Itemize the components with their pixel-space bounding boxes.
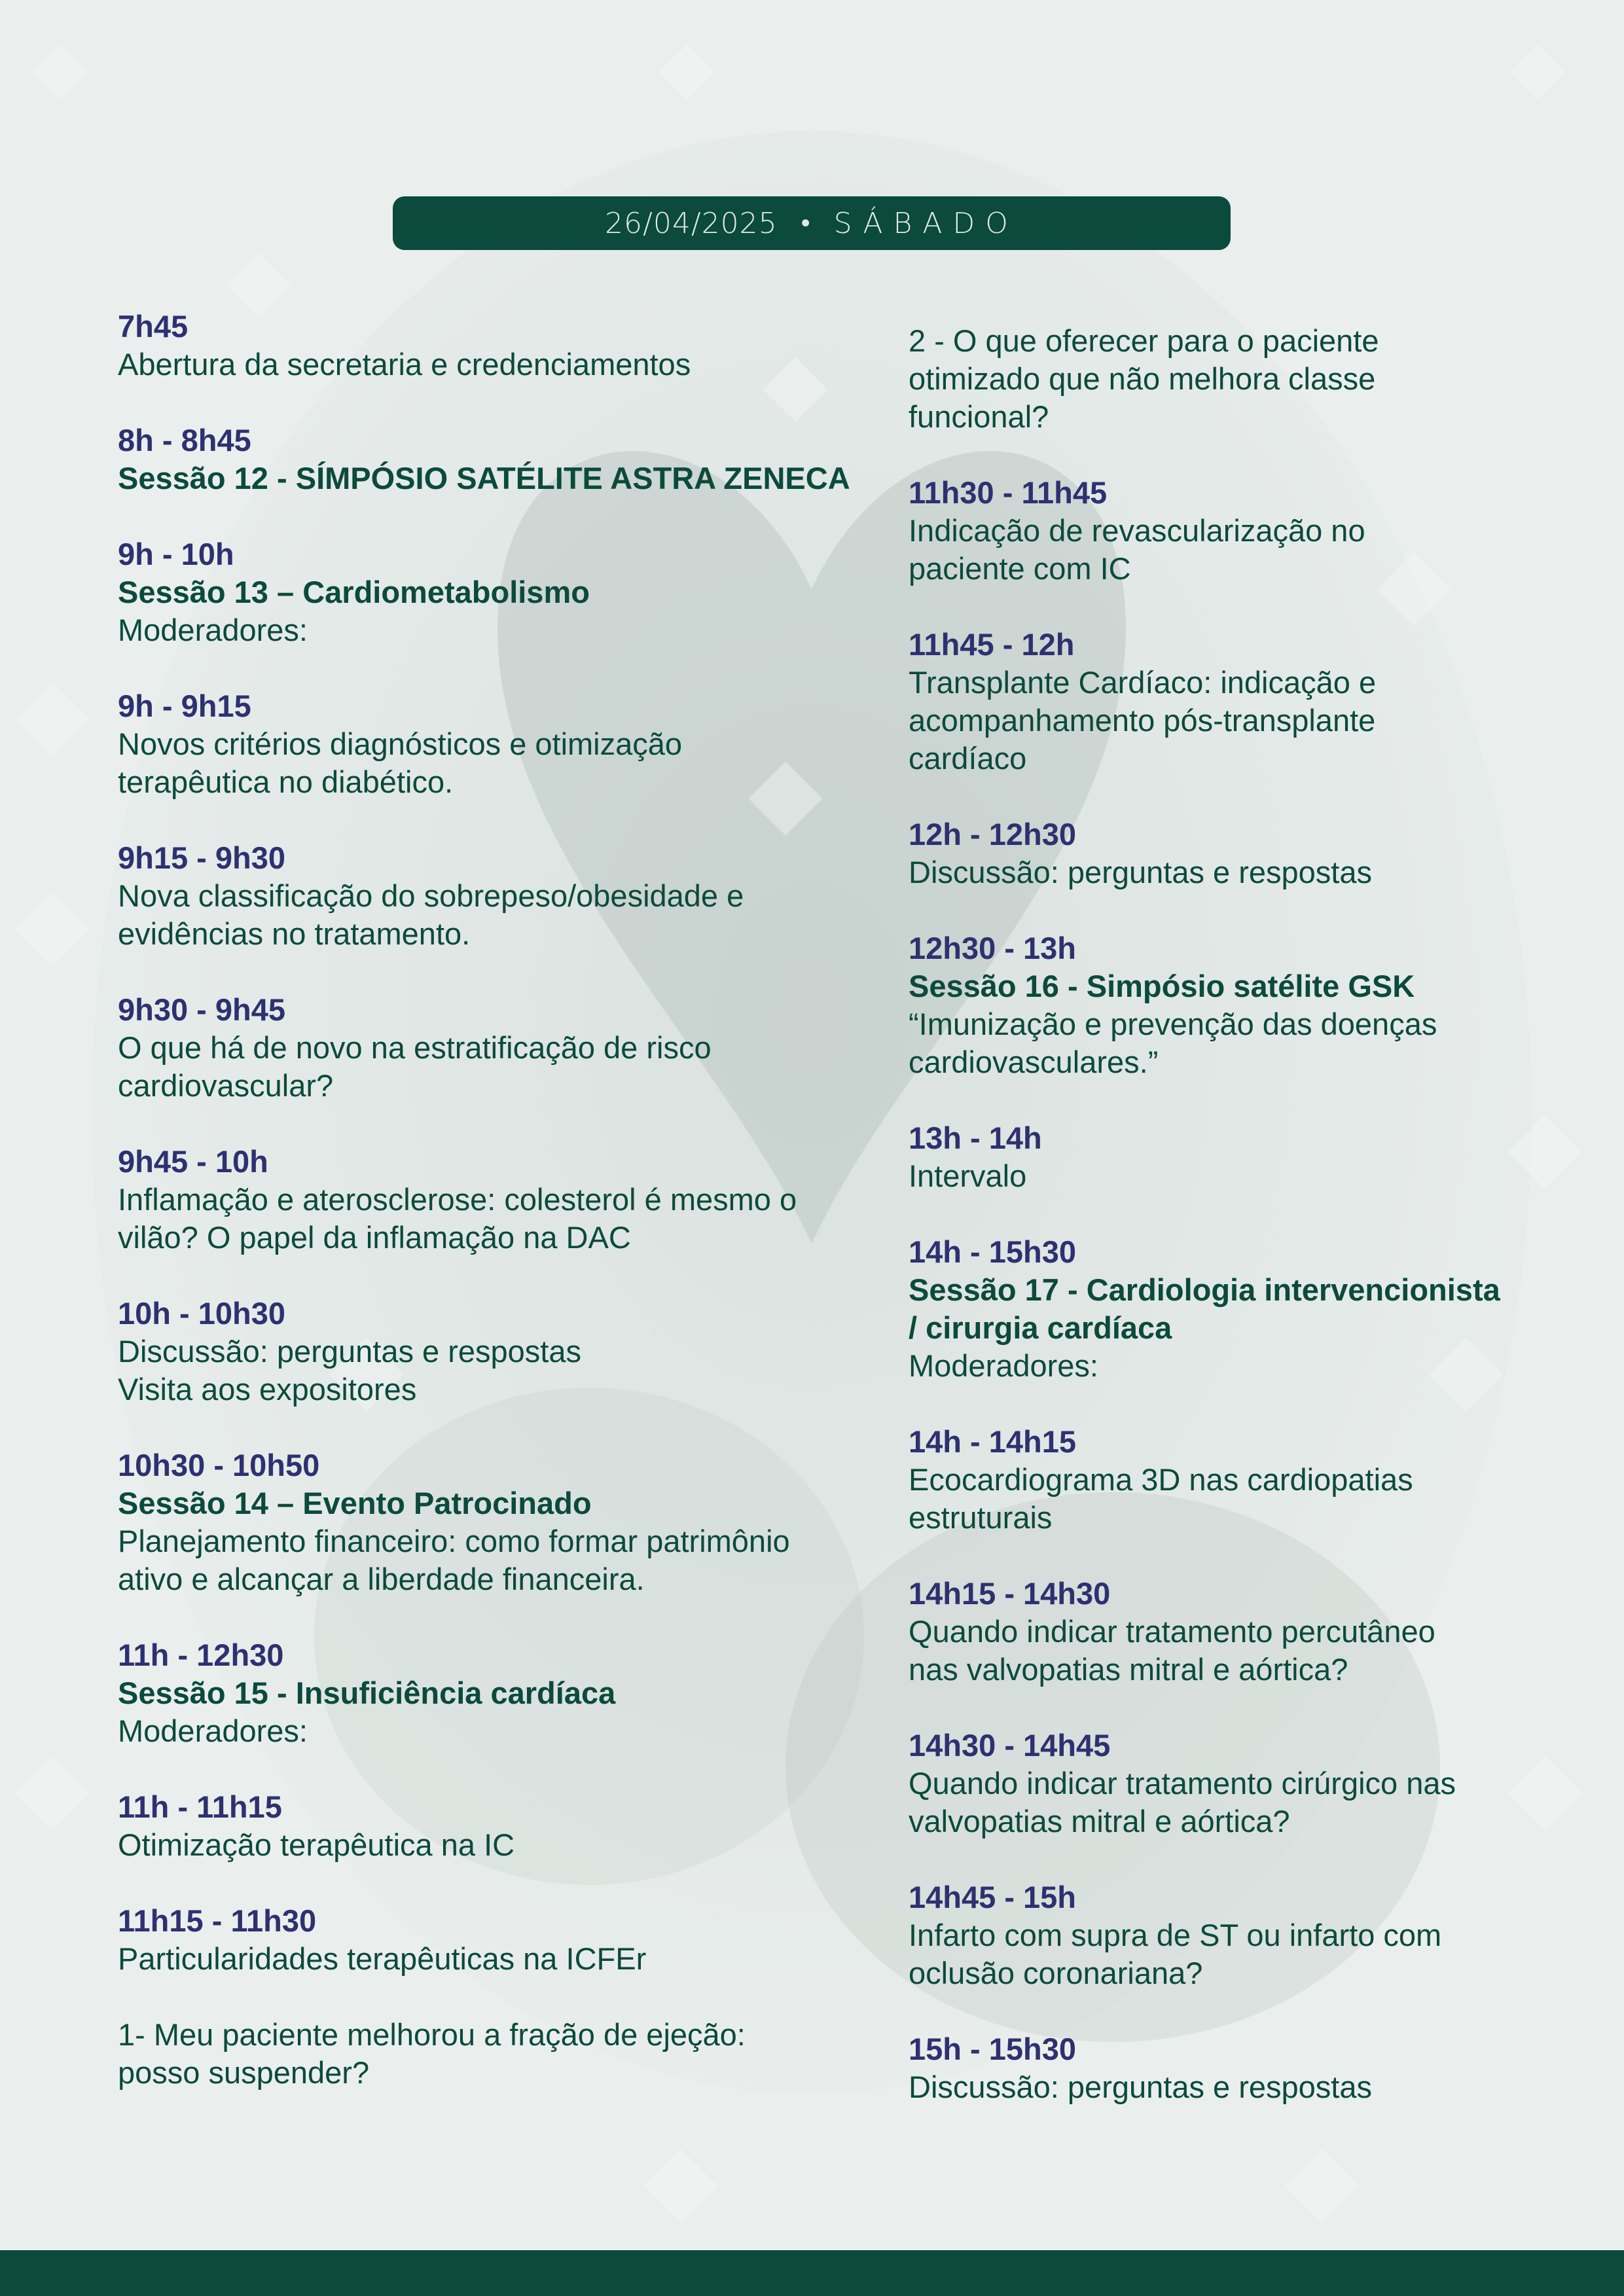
entry-description: cardiovasculares.”: [909, 1045, 1159, 1079]
entry-description: Ecocardiograma 3D nas cardiopatias: [909, 1462, 1413, 1497]
schedule-entry: [909, 308, 1524, 436]
time-slot: 14h45 - 15h: [909, 1880, 1077, 1914]
time-slot: 12h30 - 13h: [909, 931, 1077, 965]
schedule-entry: [909, 1423, 1524, 1537]
schedule-entry: [909, 1727, 1524, 1840]
footer-bar: [0, 2250, 1624, 2296]
entry-description: Moderadores:: [118, 613, 308, 647]
event-day: SÁBADO: [833, 206, 1019, 240]
schedule-entry: [118, 535, 877, 649]
time-slot: 11h - 12h30: [118, 1638, 284, 1672]
entry-description: Abertura da secretaria e credenciamentos: [118, 347, 691, 382]
entry-description: terapêutica no diabético.: [118, 764, 454, 799]
date-banner: [393, 196, 1231, 250]
time-slot: 14h30 - 14h45: [909, 1728, 1111, 1763]
session-title: Sessão 12 - SÍMPÓSIO SATÉLITE ASTRA ZENECA: [118, 461, 850, 495]
schedule-entry: [118, 839, 877, 953]
entry-description: Novos critérios diagnósticos e otimização: [118, 726, 683, 761]
schedule-entry: [118, 1788, 877, 1864]
time-slot: 9h30 - 9h45: [118, 992, 286, 1027]
entry-description: valvopatias mitral e aórtica?: [909, 1804, 1290, 1839]
event-date: 26/04/2025: [605, 206, 778, 240]
entry-description: Visita aos expositores: [118, 1372, 417, 1407]
entry-description: funcional?: [909, 399, 1049, 434]
entry-description: cardíaco: [909, 741, 1027, 776]
entry-description: posso suspender?: [118, 2055, 370, 2090]
entry-description: ativo e alcançar a liberdade financeira.: [118, 1562, 645, 1596]
schedule-entry: [118, 1636, 877, 1750]
schedule-entry: [909, 1119, 1524, 1195]
entry-description: Particularidades terapêuticas na ICFEr: [118, 1941, 647, 1976]
schedule-entry: [909, 1575, 1524, 1689]
session-title: Sessão 17 - Cardiologia intervencionista: [909, 1272, 1500, 1307]
entry-description: Nova classificação do sobrepeso/obesidade e: [118, 878, 744, 913]
schedule-entry: [118, 1143, 877, 1257]
entry-description: Indicação de revascularização no: [909, 513, 1365, 548]
schedule-entry: [909, 929, 1524, 1081]
entry-description: 2 - O que oferecer para o paciente: [909, 323, 1379, 358]
time-slot: 14h15 - 14h30: [909, 1576, 1111, 1611]
entry-description: Planejamento financeiro: como formar patrimônio: [118, 1524, 790, 1558]
schedule-entry: [118, 308, 877, 384]
entry-description: paciente com IC: [909, 551, 1131, 586]
session-title: Sessão 15 - Insuficiência cardíaca: [118, 1676, 616, 1710]
time-slot: 11h - 11h15: [118, 1789, 282, 1824]
session-title: / cirurgia cardíaca: [909, 1310, 1172, 1345]
entry-description: Discussão: perguntas e respostas: [909, 855, 1372, 889]
time-slot: 13h - 14h: [909, 1121, 1042, 1155]
time-slot: 9h - 10h: [118, 537, 234, 571]
entry-description: estruturais: [909, 1500, 1053, 1535]
schedule-entry: [118, 1446, 877, 1598]
time-slot: 9h - 9h15: [118, 689, 251, 723]
time-slot: 12h - 12h30: [909, 817, 1077, 852]
entry-description: O que há de novo na estratificação de risco: [118, 1030, 712, 1065]
time-slot: 14h - 15h30: [909, 1234, 1077, 1269]
entry-description: Moderadores:: [118, 1713, 308, 1748]
schedule-entry: [118, 991, 877, 1105]
entry-description: Discussão: perguntas e respostas: [118, 1334, 581, 1369]
session-title: Sessão 16 - Simpósio satélite GSK: [909, 969, 1415, 1003]
entry-description: vilão? O papel da inflamação na DAC: [118, 1220, 631, 1255]
schedule-entry: [909, 474, 1524, 588]
time-slot: 9h45 - 10h: [118, 1144, 268, 1179]
entry-description: cardiovascular?: [118, 1068, 334, 1103]
schedule-entry: [118, 687, 877, 801]
entry-description: Moderadores:: [909, 1348, 1098, 1383]
schedule-entry: [118, 422, 877, 497]
entry-description: Quando indicar tratamento percutâneo: [909, 1614, 1435, 1649]
time-slot: 11h15 - 11h30: [118, 1903, 317, 1938]
time-slot: 10h30 - 10h50: [118, 1448, 320, 1482]
entry-description: otimizado que não melhora classe: [909, 361, 1376, 396]
entry-description: acompanhamento pós-transplante: [909, 703, 1376, 738]
entry-description: Intervalo: [909, 1158, 1027, 1193]
time-slot: 10h - 10h30: [118, 1296, 286, 1331]
entry-description: evidências no tratamento.: [118, 916, 471, 951]
schedule-entry: [909, 2030, 1524, 2106]
schedule-entry: [909, 1233, 1524, 1385]
entry-description: oclusão coronariana?: [909, 1956, 1203, 1990]
entry-description: Infarto com supra de ST ou infarto com: [909, 1918, 1442, 1952]
entry-description: Inflamação e aterosclerose: colesterol é mesmo o: [118, 1182, 797, 1217]
entry-description: “Imunização e prevenção das doenças: [909, 1007, 1437, 1041]
session-title: Sessão 14 – Evento Patrocinado: [118, 1486, 592, 1520]
schedule-column-right: [909, 308, 1524, 2144]
schedule-entry: [118, 1902, 877, 1978]
schedule-entry: [118, 2016, 877, 2092]
time-slot: 15h - 15h30: [909, 2032, 1077, 2066]
separator-dot: •: [801, 208, 810, 238]
time-slot: 9h15 - 9h30: [118, 840, 286, 875]
schedule-entry: [909, 626, 1524, 778]
entry-description: nas valvopatias mitral e aórtica?: [909, 1652, 1348, 1687]
schedule-entry: [909, 816, 1524, 891]
time-slot: 11h45 - 12h: [909, 627, 1075, 662]
time-slot: 7h45: [118, 309, 189, 344]
schedule-column-left: [118, 308, 877, 2130]
entry-description: Discussão: perguntas e respostas: [909, 2070, 1372, 2104]
entry-description: 1- Meu paciente melhorou a fração de ejeção:: [118, 2017, 746, 2052]
time-slot: 8h - 8h45: [118, 423, 251, 457]
entry-description: Quando indicar tratamento cirúrgico nas: [909, 1766, 1456, 1801]
time-slot: 11h30 - 11h45: [909, 475, 1108, 510]
entry-description: Transplante Cardíaco: indicação e: [909, 665, 1377, 700]
schedule-entry: [909, 1878, 1524, 1992]
time-slot: 14h - 14h15: [909, 1424, 1077, 1459]
session-title: Sessão 13 – Cardiometabolismo: [118, 575, 590, 609]
schedule-entry: [118, 1295, 877, 1408]
entry-description: Otimização terapêutica na IC: [118, 1827, 515, 1862]
